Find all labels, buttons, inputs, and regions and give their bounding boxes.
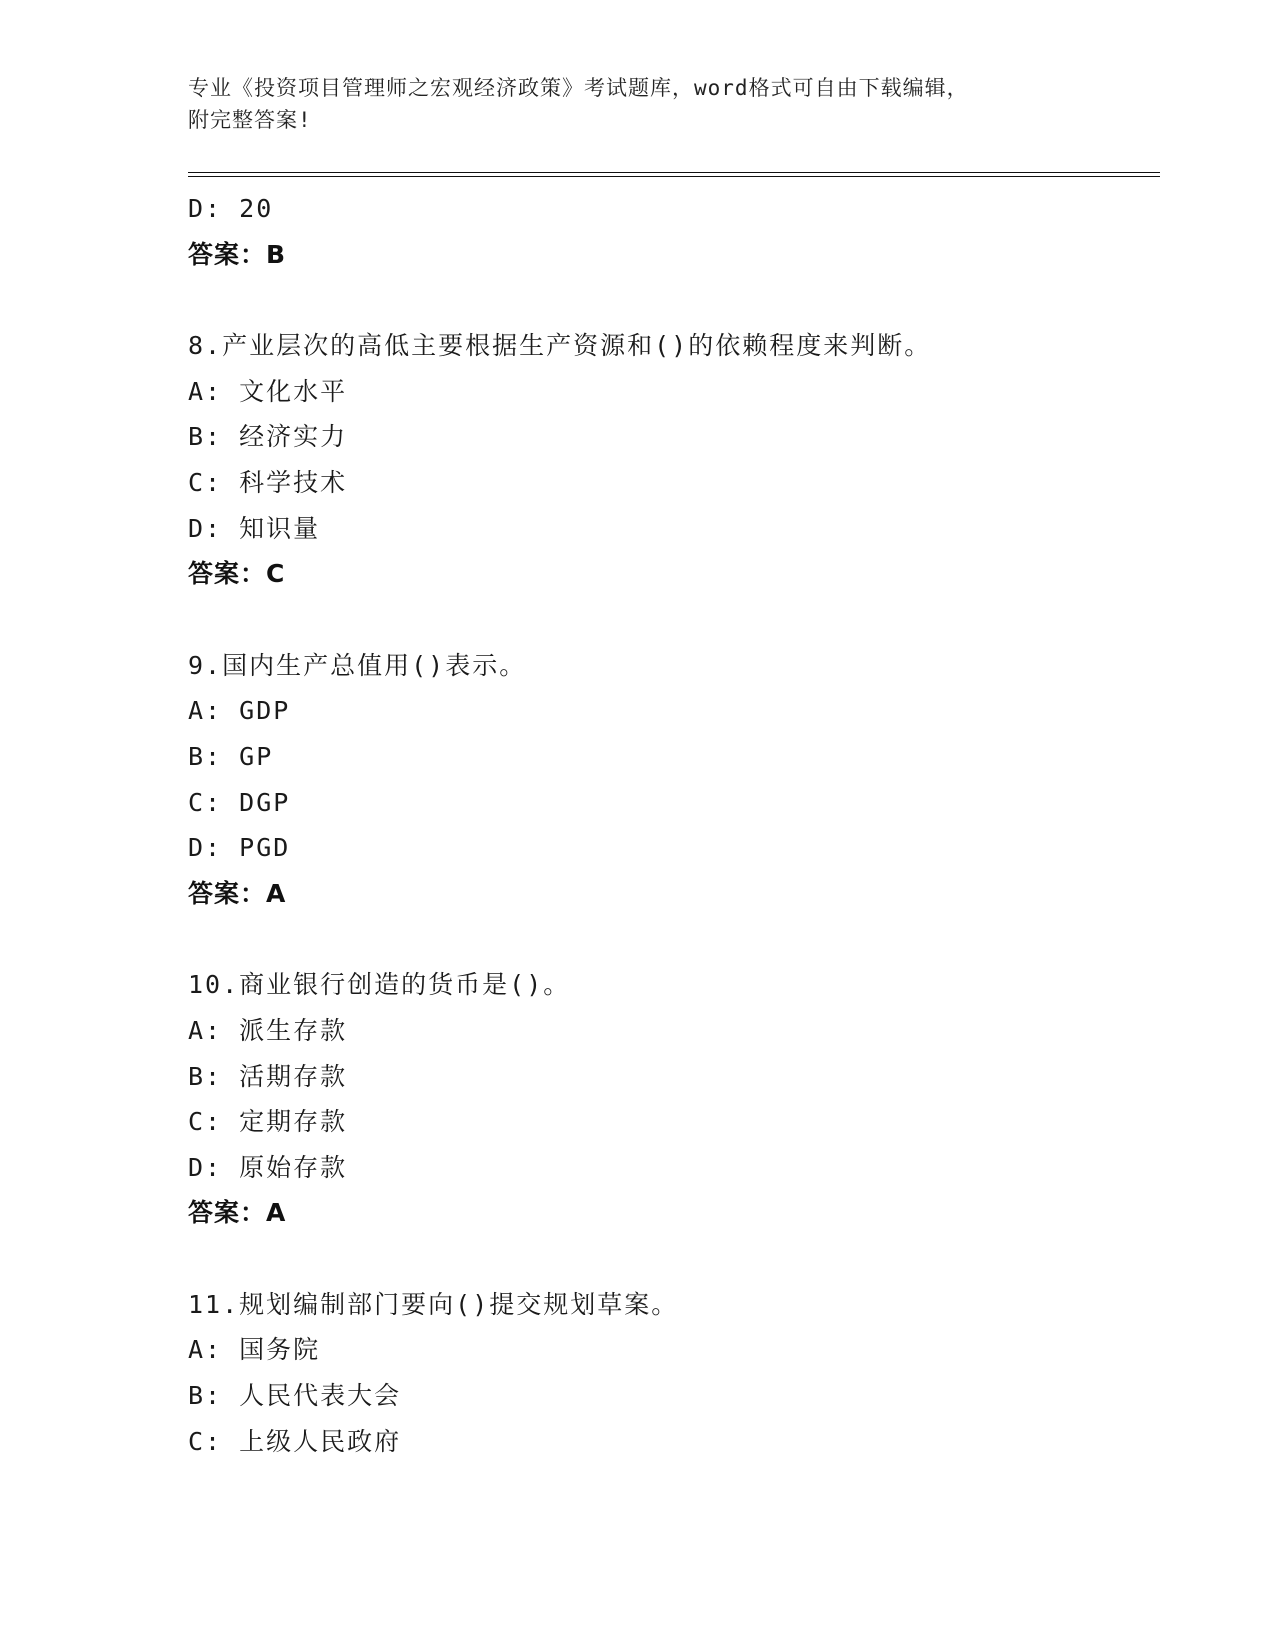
header-rule-bottom <box>188 176 1160 177</box>
option-a: A: 文化水平 <box>188 376 348 406</box>
question-block-8 <box>188 323 1160 597</box>
option-b: B: 经济实力 <box>188 422 348 452</box>
question-text: 9.国内生产总值用()表示。 <box>188 650 527 680</box>
option-a: A: 派生存款 <box>188 1015 348 1045</box>
answer-line: 答案：A <box>188 1198 287 1228</box>
spacer <box>188 1236 1160 1282</box>
option-b: B: 活期存款 <box>188 1061 348 1091</box>
spacer <box>188 277 1160 323</box>
question-text: 11.规划编制部门要向()提交规划草案。 <box>188 1289 679 1319</box>
option-c: C: DGP <box>188 787 291 817</box>
answer-line: 答案：B <box>188 239 287 269</box>
answer-line: 答案：C <box>188 559 286 589</box>
option-a: A: GDP <box>188 696 291 726</box>
option-d: D: 知识量 <box>188 513 321 543</box>
option-a: A: 国务院 <box>188 1335 321 1365</box>
option-line: D: 20 <box>188 194 274 223</box>
question-block-11 <box>188 1282 1160 1464</box>
option-d: D: PGD <box>188 833 291 863</box>
option-b: B: 人民代表大会 <box>188 1381 402 1411</box>
question-list <box>188 186 1160 1464</box>
answer-line: 答案：A <box>188 878 287 908</box>
question-block-9 <box>188 643 1160 917</box>
document-header <box>188 72 1068 136</box>
question-text: 8.产业层次的高低主要根据生产资源和()的依赖程度来判断。 <box>188 331 932 361</box>
option-c: C: 科学技术 <box>188 467 348 497</box>
option-c: C: 上级人民政府 <box>188 1426 402 1456</box>
option-c: C: 定期存款 <box>188 1107 348 1137</box>
header-line-1: 专业《投资项目管理师之宏观经济政策》考试题库，word格式可自由下载编辑， <box>188 76 969 100</box>
spacer <box>188 597 1160 643</box>
header-line-2: 附完整答案! <box>188 108 312 132</box>
option-b: B: GP <box>188 741 274 771</box>
option-d: D: 原始存款 <box>188 1152 348 1182</box>
question-text: 10.商业银行创造的货币是()。 <box>188 970 571 1000</box>
header-rule-top <box>188 172 1160 173</box>
spacer <box>188 916 1160 962</box>
question-block-10 <box>188 962 1160 1236</box>
